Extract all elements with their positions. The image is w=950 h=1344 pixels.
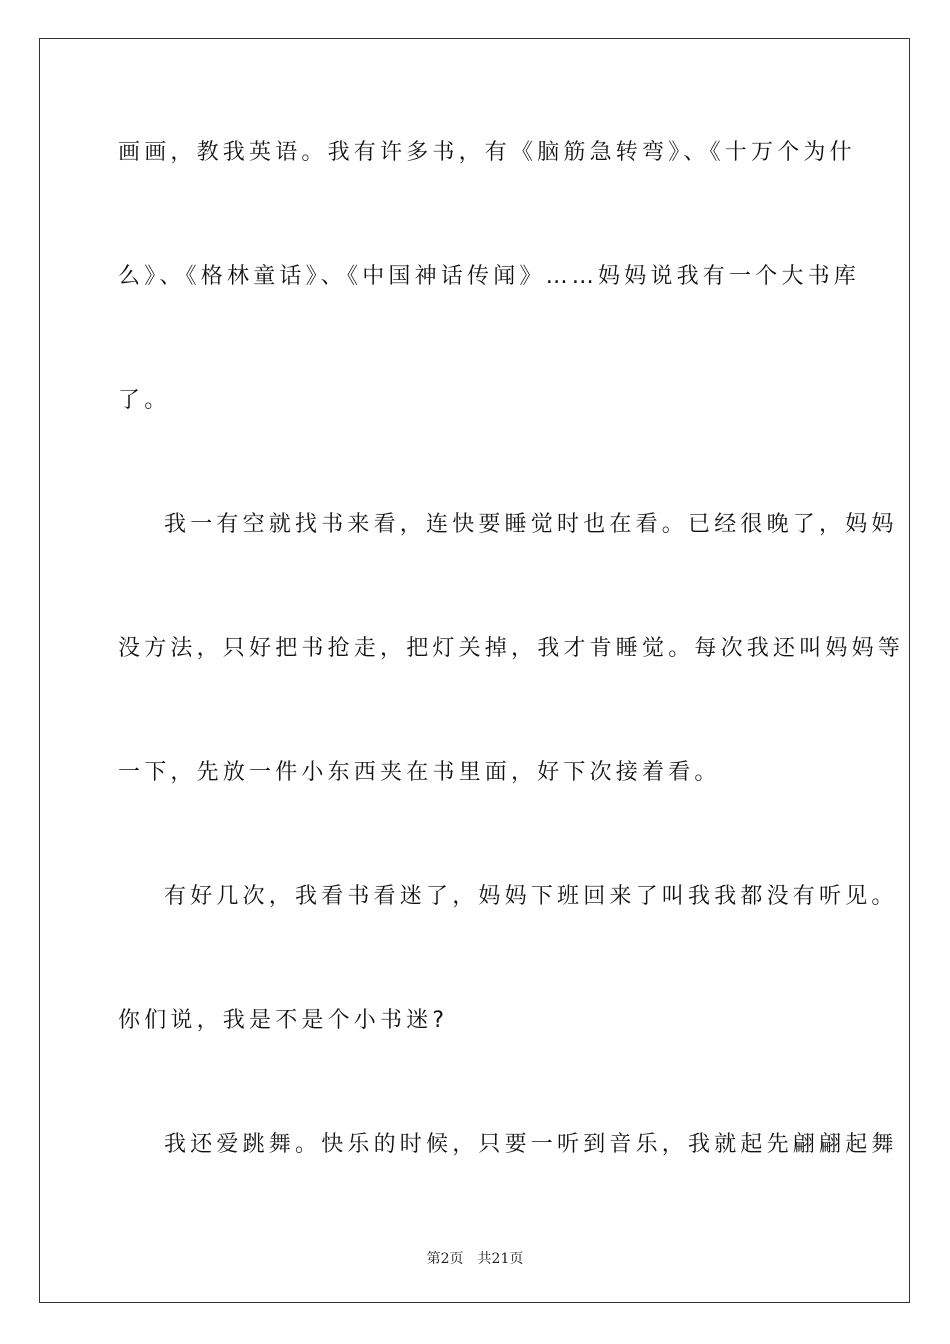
page-number: 第2页	[426, 1251, 464, 1267]
page-total: 共21页	[477, 1251, 524, 1267]
page-border	[39, 38, 910, 1303]
paragraph-start-line: 我还爱跳舞。快乐的时候，只要一听到音乐，我就起先翩翩起舞	[164, 1132, 898, 1157]
text-line: 没方法，只好把书抢走，把灯关掉，我才肯睡觉。每次我还叫妈妈等	[118, 636, 905, 661]
text-line: 一下，先放一件小东西夹在书里面，好下次接着看。	[118, 760, 721, 785]
paragraph-start-line: 有好几次，我看书看迷了，妈妈下班回来了叫我我都没有听见。	[164, 884, 898, 909]
paragraph-start-line: 我一有空就找书来看，连快要睡觉时也在看。已经很晚了，妈妈	[164, 512, 898, 537]
text-line: 了。	[118, 388, 171, 413]
text-line: 你们说，我是不是个小书迷?	[118, 1008, 449, 1033]
text-line: 么》、《格林童话》、《中国神话传闻》……妈妈说我有一个大书库	[118, 264, 861, 289]
page-footer	[0, 1248, 950, 1268]
text-line: 画画，教我英语。我有许多书，有《脑筋急转弯》、《十万个为什	[118, 140, 856, 165]
